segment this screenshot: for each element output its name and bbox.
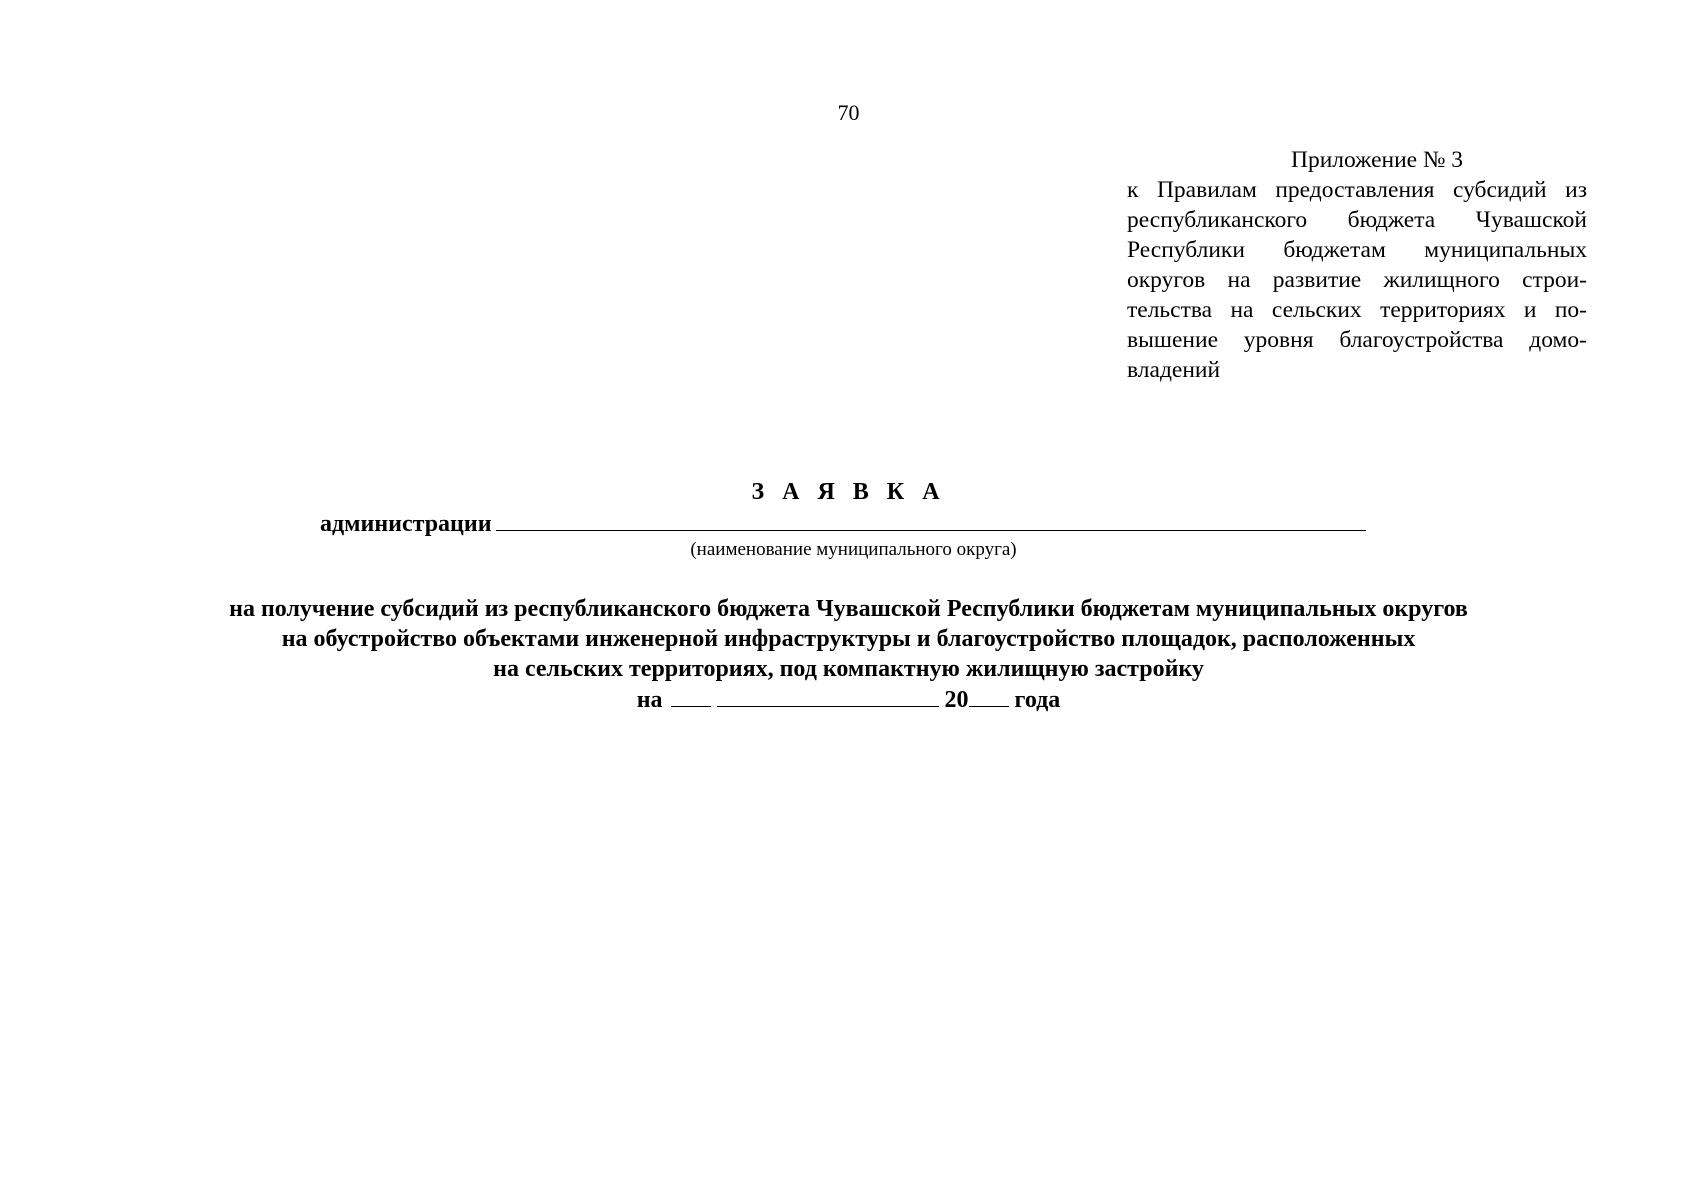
admin-hint-row	[0, 539, 1697, 561]
year-prefix: 20	[944, 687, 969, 713]
document-heading: З А Я В К А	[751, 479, 946, 505]
appendix-line: округов на развитие жилищного строи-	[1127, 267, 1587, 293]
day-blank[interactable]	[671, 684, 711, 707]
date-suffix: года	[1014, 687, 1061, 713]
appendix-line: тельства на сельских территориях и по-	[1127, 297, 1587, 323]
appendix-line: республиканского бюджета Чувашской	[1127, 207, 1587, 233]
appendix-block	[1127, 145, 1587, 385]
purpose-line: на обустройство объектами инженерной инфраструктуры и благоустройство площадок, расположенных	[281, 626, 1416, 652]
appendix-line: к Правилам предоставления субсидий из	[1127, 177, 1587, 203]
admin-name-blank[interactable]	[496, 508, 1366, 531]
month-blank[interactable]	[717, 684, 939, 707]
year-blank[interactable]	[969, 684, 1009, 707]
appendix-line: Республики бюджетам муниципальных	[1127, 237, 1587, 263]
page-number: 70	[837, 100, 860, 125]
purpose-line: на сельских территориях, под компактную жилищную застройку	[493, 656, 1204, 682]
date-prefix: на	[636, 687, 663, 713]
admin-row	[320, 508, 1390, 538]
appendix-title: Приложение № 3	[1290, 147, 1464, 173]
appendix-body	[1127, 175, 1587, 385]
admin-hint: (наименование муниципального округа)	[690, 539, 1017, 560]
appendix-line: владений	[1127, 357, 1221, 383]
appendix-line: вышение уровня благоустройства домо-	[1127, 327, 1587, 353]
purpose-block	[0, 594, 1697, 715]
purpose-line: на получение субсидий из республиканского бюджета Чувашской Республики бюджетам муниципальных округов	[229, 596, 1468, 622]
date-row	[0, 684, 1697, 715]
admin-label: администрации	[320, 511, 492, 537]
